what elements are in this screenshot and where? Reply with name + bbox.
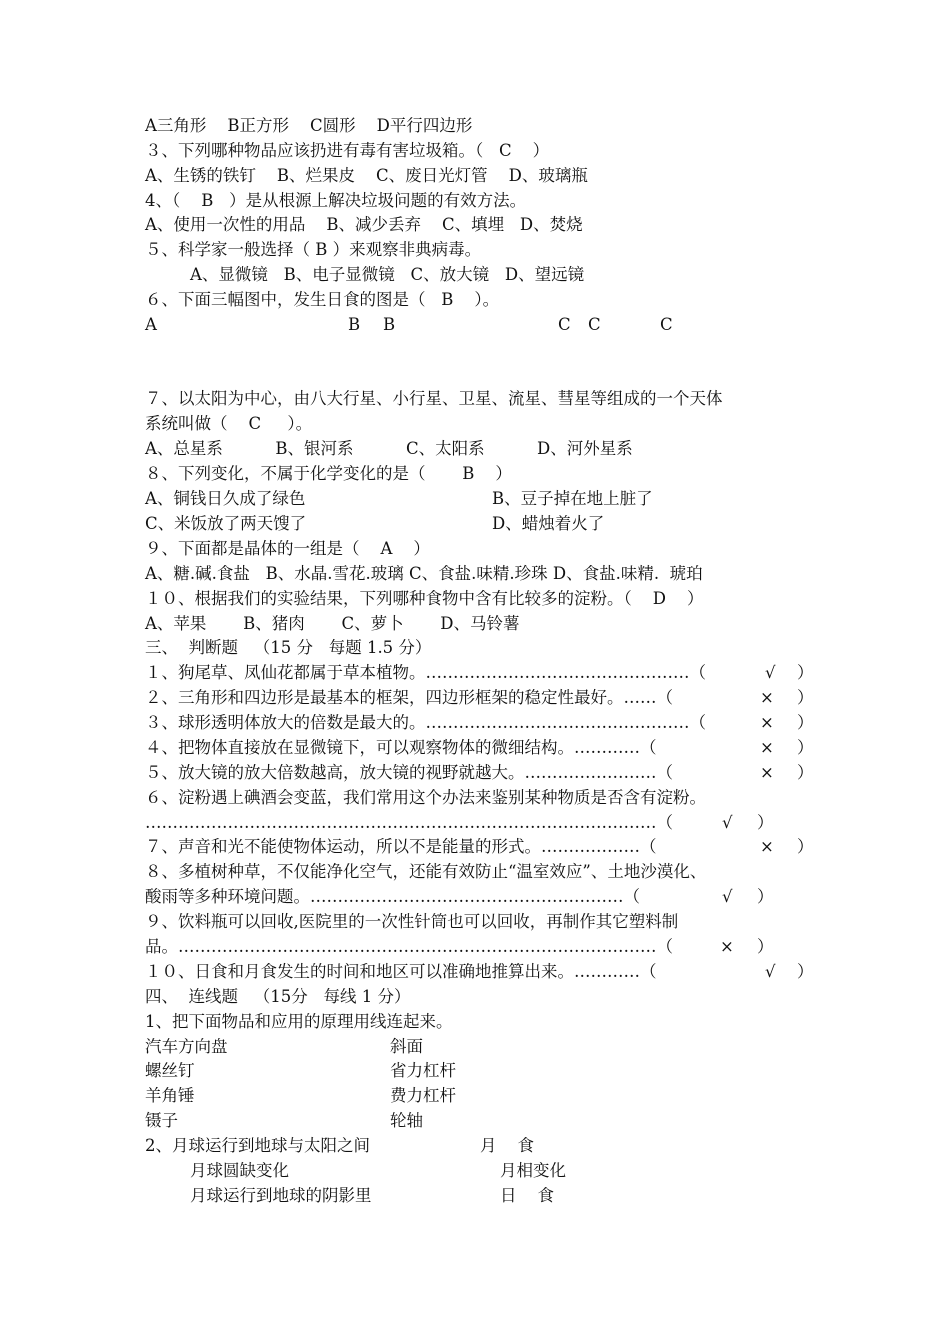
judge-close-3: ）: [797, 713, 814, 732]
judge-close-8: ）: [757, 887, 774, 906]
judge-close-2: ）: [797, 688, 814, 707]
match2-right-item: 日 食: [500, 1186, 554, 1205]
match2-first-row: 2、月球运行到地球与太阳之间: [145, 1136, 370, 1155]
judge-item-8-line1: ８、多植树种草，不仅能净化空气，还能有效防止“温室效应”、土地沙漠化、: [145, 862, 707, 881]
q6-figure-label-c: C: [558, 315, 571, 334]
q6-question: ６、下面三幅图中，发生日食的图是（ B ）。: [145, 290, 500, 309]
match1-left-item: 羊角锤: [145, 1086, 195, 1105]
section3-title: 三、 判断题 （15 分 每题 1.5 分）: [145, 638, 432, 657]
match2-right-item: 月相变化: [500, 1161, 566, 1180]
match1-left-item: 汽车方向盘: [145, 1037, 228, 1056]
judge-item-6-line2: …………………………………………………………………………………（: [145, 813, 673, 832]
q3-question: ３、下列哪种物品应该扔进有毒有害垃圾箱。（ C ）: [145, 141, 550, 160]
q8-question: ８、下列变化，不属于化学变化的是（ B ）: [145, 464, 512, 483]
q10-question: １０、根据我们的实验结果，下列哪种食物中含有比较多的淀粉。（ D ）: [145, 589, 704, 608]
judge-mark-8: √: [722, 887, 733, 906]
q9-question: ９、下面都是晶体的一组是（ A ）: [145, 539, 430, 558]
q4-question: 4、（ B ）是从根源上解决垃圾问题的有效方法。: [145, 191, 527, 210]
q5-question: ５、科学家一般选择（ B ）来观察非典病毒。: [145, 240, 482, 259]
judge-close-10: ）: [797, 962, 814, 981]
match1-right-item: 斜面: [390, 1037, 423, 1056]
q2-options: A三角形 B正方形 C圆形 D平行四边形: [145, 116, 473, 135]
judge-item-3: ３、球形透明体放大的倍数是最大的。…………………………………………（: [145, 713, 706, 732]
judge-item-6-line1: ６、淀粉遇上碘酒会变蓝，我们常用这个办法来鉴别某种物质是否含有淀粉。: [145, 788, 706, 807]
match1-right-item: 轮轴: [390, 1111, 423, 1130]
q4-options: A、使用一次性的用品 B、减少丢弃 C、填埋 D、焚烧: [145, 215, 583, 234]
q8-option-c: C、米饭放了两天馊了: [145, 514, 307, 533]
judge-close-4: ）: [797, 738, 814, 757]
q8-option-d: D、蜡烛着火了: [492, 514, 605, 533]
judge-mark-7: ×: [760, 837, 774, 856]
judge-mark-6: √: [722, 813, 733, 832]
judge-item-10: １０、日食和月食发生的时间和地区可以准确地推算出来。…………（: [145, 962, 657, 981]
judge-mark-2: ×: [760, 688, 774, 707]
judge-mark-10: √: [765, 962, 776, 981]
q9-options: A、糖.碱.食盐 B、水晶.雪花.玻璃 C、食盐.味精.珍珠 D、食盐.味精. 琥珀: [145, 564, 703, 583]
judge-close-1: ）: [797, 663, 814, 682]
q6-figure-label-c: C: [660, 315, 673, 334]
judge-mark-5: ×: [760, 763, 774, 782]
judge-mark-3: ×: [760, 713, 774, 732]
q6-figure-label-b: B: [383, 315, 396, 334]
match1-right-item: 省力杠杆: [390, 1061, 456, 1080]
match2-right-item: 月 食: [480, 1136, 534, 1155]
judge-close-9: ）: [757, 937, 774, 956]
match1-left-item: 螺丝钉: [145, 1061, 195, 1080]
match1-left-item: 镊子: [145, 1111, 178, 1130]
q7-question-line1: ７、以太阳为中心，由八大行星、小行星、卫星、流星、彗星等组成的一个天体: [145, 389, 723, 408]
judge-item-8-line2: 酸雨等多种环境问题。…………………………………………………（: [145, 887, 640, 906]
q6-figure-label-a: A: [145, 315, 157, 334]
judge-item-4: ４、把物体直接放在显微镜下，可以观察物体的微细结构。…………（: [145, 738, 657, 757]
judge-item-2: ２、三角形和四边形是最基本的框架，四边形框架的稳定性最好。……（: [145, 688, 673, 707]
judge-item-7: ７、声音和光不能使物体运动，所以不是能量的形式。………………（: [145, 837, 657, 856]
match1-title: 1、把下面物品和应用的原理用线连起来。: [145, 1012, 453, 1031]
judge-item-9-line2: 品。……………………………………………………………………………（: [145, 937, 673, 956]
q8-option-b: B、豆子掉在地上脏了: [492, 489, 653, 508]
match1-right-item: 费力杠杆: [390, 1086, 456, 1105]
judge-mark-4: ×: [760, 738, 774, 757]
judge-item-1: １、狗尾草、凤仙花都属于草本植物。…………………………………………（: [145, 663, 706, 682]
judge-mark-1: √: [765, 663, 776, 682]
judge-close-6: ）: [757, 813, 774, 832]
judge-mark-9: ×: [720, 937, 734, 956]
match2-left-item: 月球圆缺变化: [190, 1161, 289, 1180]
match2-left-item: 月球运行到地球的阴影里: [190, 1186, 372, 1205]
judge-item-9-line1: ９、饮料瓶可以回收,医院里的一次性针筒也可以回收，再制作其它塑料制: [145, 912, 679, 931]
q6-figure-label-c: C: [588, 315, 601, 334]
judge-close-7: ）: [797, 837, 814, 856]
q10-options: A、苹果 B、猪肉 C、萝卜 D、马铃薯: [145, 614, 520, 633]
q7-question-line2: 系统叫做（ C ）。: [145, 414, 313, 433]
judge-item-5: ５、放大镜的放大倍数越高，放大镜的视野就越大。……………………（: [145, 763, 673, 782]
q5-options: A、显微镜 B、电子显微镜 C、放大镜 D、望远镜: [190, 265, 585, 284]
section4-title: 四、 连线题 （15分 每线 1 分）: [145, 987, 411, 1006]
q3-options: A、生锈的铁钉 B、烂果皮 C、废日光灯管 D、玻璃瓶: [145, 166, 588, 185]
q6-figure-label-b: B: [348, 315, 361, 334]
q7-options: A、总星系 B、银河系 C、太阳系 D、河外星系: [145, 439, 633, 458]
judge-close-5: ）: [797, 763, 814, 782]
q8-option-a: A、铜钱日久成了绿色: [145, 489, 306, 508]
